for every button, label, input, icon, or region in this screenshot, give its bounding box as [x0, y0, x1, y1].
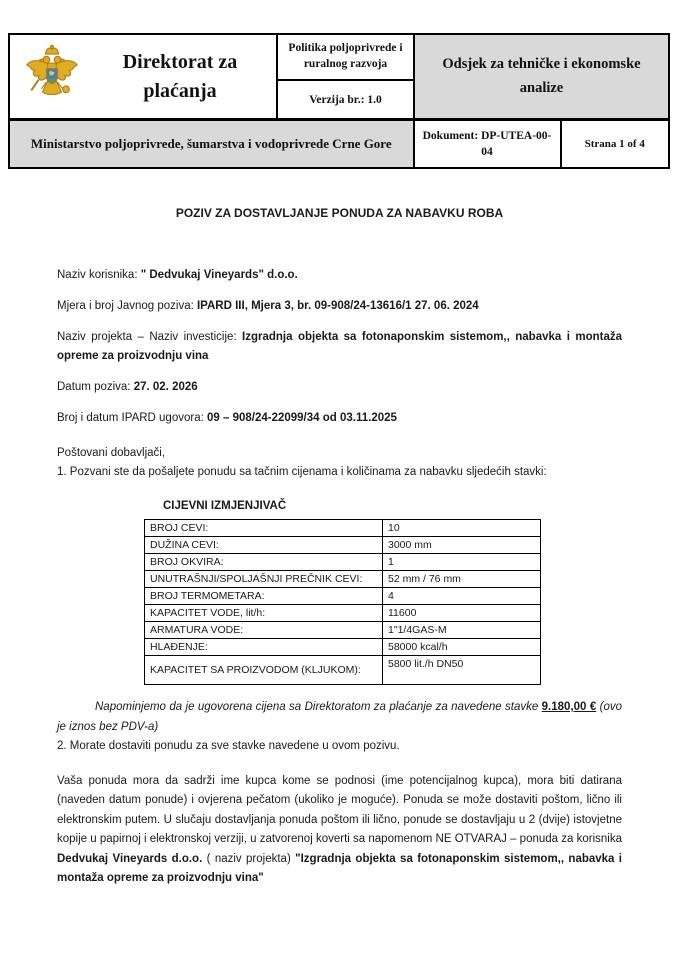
spec-row-label: DUŽINA CEVI: [145, 537, 383, 554]
text-segment: Naziv korisnika: [57, 268, 141, 281]
spec-table-row [145, 520, 541, 537]
header-table [8, 33, 670, 169]
field-ipard-ugovor [57, 409, 622, 429]
spec-table-row [145, 554, 541, 571]
text-segment: Napominjemo da je ugovorena cijena sa Direktoratom za plaćanje za navedene stavke [95, 701, 542, 713]
text-segment: Naziv projekta – Naziv investicije: [57, 330, 243, 343]
policy-cell: Politika poljoprivrede i ruralnog razvoja [278, 35, 413, 81]
spec-table-row [145, 605, 541, 622]
spec-table-row [145, 622, 541, 639]
spec-row-value: 4 [383, 588, 541, 605]
spec-row-value: 58000 kcal/h [383, 639, 541, 656]
spec-row-label: BROJ OKVIRA: [145, 554, 383, 571]
spec-table-caption: CIJEVNI IZMJENJIVAČ [163, 499, 287, 512]
montenegro-coat-of-arms-icon [24, 44, 80, 110]
field-mjera-broj-poziva [57, 297, 622, 317]
spec-table-row [145, 537, 541, 554]
spec-table-body [145, 520, 541, 685]
text-segment: Izgradnja objekta sa fotonaponskim sistemom,, nabavka i montaža opreme za proizvodnju vina [57, 330, 622, 362]
spec-row-label: BROJ TERMOMETARA: [145, 588, 383, 605]
spec-row-value: 3000 mm [383, 537, 541, 554]
spec-table [144, 519, 541, 685]
field-datum-poziva [57, 378, 622, 398]
spec-row-label: BROJ CEVI: [145, 520, 383, 537]
text-segment: "Izgradnja objekta sa fotonaponskim sistemom,, nabavka i montaža opreme za proizvodnju vina" [57, 852, 622, 884]
spec-row-label: UNUTRAŠNJI/SPOLJAŠNJI PREČNIK CEVI: [145, 571, 383, 588]
ministry-cell: Ministarstvo poljoprivrede, šumarstva i vodoprivrede Crne Gore [10, 121, 415, 167]
text-segment: (ovo je iznos bez PDV-a) [57, 701, 622, 733]
spec-row-value: 1 [383, 554, 541, 571]
list-item-1: 1. Pozvani ste da pošaljete ponudu sa tačnim cijenama i količinama za nabavku sljedećih stavki: [57, 466, 547, 478]
page-number-cell: Strana 1 of 4 [584, 138, 645, 150]
text-segment: ( naziv projekta) [202, 852, 296, 865]
spec-table-row [145, 656, 541, 685]
field-naziv-korisnika [57, 266, 622, 286]
salutation: Poštovani dobavljači, [57, 446, 166, 459]
text-segment: Vaša ponuda mora da sadrži ime kupca kome se podnosi (ime potencijalnog kupca), mora biti datirana (naveden datum ponude) i ovjerena pečatom (ukoliko je moguće). Ponuda se može dostaviti poštom, lično ili elektronskim putem. U slučaju dostavljanja ponuda poštom ili lično, ponude se dostavljaju u 2 (dvije) istovjetne kopije u papirnoj i elektronskoj verziji, u zatvorenoj koverti sa napomenom NE OTVARAJ – ponuda za korisnika [57, 774, 622, 845]
spec-row-value: 5800 lit./h DN50 [383, 656, 541, 685]
spec-row-value: 11600 [383, 605, 541, 622]
contract-price-note [57, 698, 622, 737]
spec-row-label: ARMATURA VODE: [145, 622, 383, 639]
spec-table-row [145, 639, 541, 656]
spec-row-label: HLAĐENJE: [145, 639, 383, 656]
header-cell-directorate [10, 35, 278, 118]
list-item-2: 2. Morate dostaviti ponudu za sve stavke navedene u ovom pozivu. [57, 740, 400, 752]
header-policy-version-column [278, 35, 415, 118]
field-naziv-projekta [57, 328, 622, 367]
document-number-cell: Dokument: DP-UTEA-00-04 [415, 121, 562, 167]
spec-table-row [145, 571, 541, 588]
header-row-bottom [10, 121, 668, 167]
directorate-title: Direktorat za plaćanja [122, 50, 238, 102]
text-segment: 27. 02. 2026 [133, 381, 198, 393]
closing-paragraph [57, 772, 622, 889]
text-segment: Datum poziva: [57, 381, 134, 393]
document-body [0, 172, 679, 889]
spec-row-label: KAPACITET VODE, lit/h: [145, 605, 383, 622]
salutation-block [57, 444, 622, 483]
header-row-top [10, 35, 668, 121]
text-segment: Mjera i broj Javnog poziva: [57, 299, 197, 312]
text-segment: Broj i datum IPARD ugovora: [57, 412, 207, 424]
spec-row-value: 52 mm / 76 mm [383, 571, 541, 588]
text-segment: Dedvukaj Vineyards d.o.o. [57, 852, 203, 865]
document-title: POZIV ZA DOSTAVLJANJE PONUDA ZA NABAVKU ROBA [175, 206, 504, 220]
spec-row-value: 10 [383, 520, 541, 537]
spec-row-value: 1"1/4GAS-M [383, 622, 541, 639]
text-segment: IPARD III, Mjera 3, br. 09-908/24-13616/1 27. 06. 2024 [196, 299, 479, 312]
text-segment: " Dedvukaj Vineyards" d.o.o. [140, 268, 298, 281]
spec-row-label: KAPACITET SA PROIZVODOM (KLJUKOM): [145, 656, 383, 685]
text-segment: 09 – 908/24-22099/34 od 03.11.2025 [207, 412, 397, 424]
spec-table-row [145, 588, 541, 605]
text-segment: 9.180,00 € [541, 701, 597, 713]
department-cell: Odsjek za tehničke i ekonomske analize [415, 35, 668, 118]
version-cell: Verzija br.: 1.0 [309, 93, 382, 106]
